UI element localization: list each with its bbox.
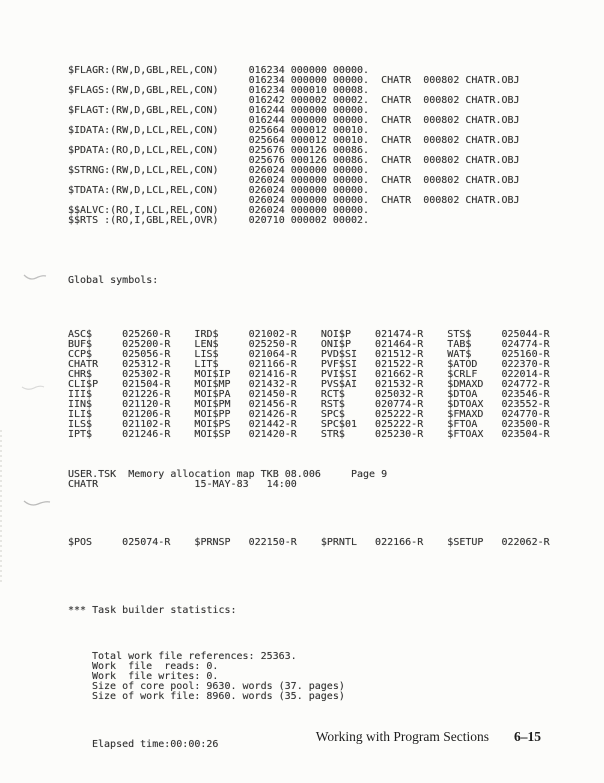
footer-section-title: Working with Program Sections xyxy=(315,729,489,744)
additional-symbols-row xyxy=(68,538,604,548)
global_symbols-row: IIN$ 021120-R MOI$PM 021456-R RST$ 020774-R $DTOAX 023552-R xyxy=(68,399,550,410)
psects-row: $PDATA:(RO,D,LCL,REL,CON) 025676 000126 00086. xyxy=(68,145,370,156)
psects-row: $FLAGT:(RW,D,GBL,REL,CON) 016244 000000 00000. xyxy=(68,105,370,116)
pencil-mark-icon xyxy=(23,497,51,509)
map_header-row: CHATR 15-MAY-83 14:00 xyxy=(68,479,297,490)
statistics-heading: *** Task builder statistics: xyxy=(68,605,237,616)
psects-row: 026024 000000 00000. CHATR 000802 CHATR.OBJ xyxy=(68,175,520,186)
psects-row: $$ALVC:(RO,I,LCL,REL,CON) 026024 000000 00000. xyxy=(68,205,370,216)
psects-row: 025676 000126 00086. CHATR 000802 CHATR.OBJ xyxy=(68,155,520,166)
global_symbols-row: III$ 021226-R MOI$PA 021450-R RCT$ 025032-R $DTOA 023546-R xyxy=(68,389,550,400)
footer-page-number: 6–15 xyxy=(514,729,541,744)
global_symbols-row: ILI$ 021206-R MOI$PP 021426-R SPC$ 025222-R $FMAXD 024770-R xyxy=(68,409,550,420)
psects-row: $FLAGR:(RW,D,GBL,REL,CON) 016234 000000 00000. xyxy=(68,65,370,76)
statistics-block xyxy=(92,652,604,702)
more_symbols-row: $POS 025074-R $PRNSP 022150-R $PRNTL 022166-R $SETUP 022062-R xyxy=(68,537,550,548)
page-footer xyxy=(316,729,541,745)
psects-row: 026024 000000 00000. CHATR 000802 CHATR.OBJ xyxy=(68,195,520,206)
scan-edge-artifact xyxy=(0,430,2,582)
psects-row: $$RTS :(RO,I,GBL,REL,OVR) 020710 000002 00002. xyxy=(68,215,370,226)
global_symbols-row: CHATR 025312-R LIT$ 021166-R PVF$SI 021522-R $ATOD 022370-R xyxy=(68,359,550,370)
statistics-row: Size of core pool: 9630. words (37. pages) xyxy=(92,681,345,692)
psect-allocation-block xyxy=(68,66,604,226)
global_symbols-row: CCP$ 025056-R LIS$ 021064-R PVD$SI 021512-R WAT$ 025160-R xyxy=(68,349,550,360)
global_symbols-row: BUF$ 025200-R LEN$ 025250-R ONI$P 021464-R TAB$ 024774-R xyxy=(68,339,550,350)
psects-row: 016244 000000 00000. CHATR 000802 CHATR.OBJ xyxy=(68,115,520,126)
global_symbols-row: ASC$ 025260-R IRD$ 021002-R NOI$P 021474-R STS$ 025044-R xyxy=(68,329,550,340)
psects-row: 025664 000012 00010. CHATR 000802 CHATR.OBJ xyxy=(68,135,520,146)
global_symbols-row: ILS$ 021102-R MOI$PS 021442-R SPC$01 025222-R $FTOA 023500-R xyxy=(68,419,550,430)
elapsed-time-line: Elapsed time:00:00:26 xyxy=(92,739,219,750)
global-symbols-table xyxy=(68,330,604,440)
statistics-row: Size of work file: 8960. words (35. pages) xyxy=(92,691,345,702)
psects-row: $STRNG:(RW,D,LCL,REL,CON) 026024 000000 00000. xyxy=(68,165,370,176)
global_symbols-row: CLI$P 021504-R MOI$MP 021432-R PVS$AI 021532-R $DMAXD 024772-R xyxy=(68,379,550,390)
tkb-map-listing xyxy=(68,0,604,772)
global_symbols-row: CHR$ 025302-R MOI$IP 021416-R PVI$SI 021662-R $CRLF 022014-R xyxy=(68,369,550,380)
statistics-row: Work file reads: 0. xyxy=(92,661,219,672)
psects-row: $TDATA:(RW,D,LCL,REL,CON) 026024 000000 00000. xyxy=(68,185,370,196)
global-symbols-heading: Global symbols: xyxy=(68,275,159,286)
map-page-header xyxy=(68,470,604,490)
map_header-row: USER.TSK Memory allocation map TKB 08.006 Page 9 xyxy=(68,469,388,480)
psects-row: $IDATA:(RW,D,LCL,REL,CON) 025664 000012 00010. xyxy=(68,125,370,136)
psects-row: 016234 000000 00000. CHATR 000802 CHATR.OBJ xyxy=(68,75,520,86)
psects-row: 016242 000002 00002. CHATR 000802 CHATR.OBJ xyxy=(68,95,520,106)
pencil-mark-icon xyxy=(23,271,47,283)
statistics-row: Work file writes: 0. xyxy=(92,671,219,682)
psects-row: $FLAGS:(RW,D,GBL,REL,CON) 016234 000010 00008. xyxy=(68,85,370,96)
statistics-row: Total work file references: 25363. xyxy=(92,651,297,662)
global_symbols-row: IPT$ 021246-R MOI$SP 021420-R STR$ 025230-R $FTOAX 023504-R xyxy=(68,429,550,440)
pencil-mark-icon xyxy=(21,382,45,394)
